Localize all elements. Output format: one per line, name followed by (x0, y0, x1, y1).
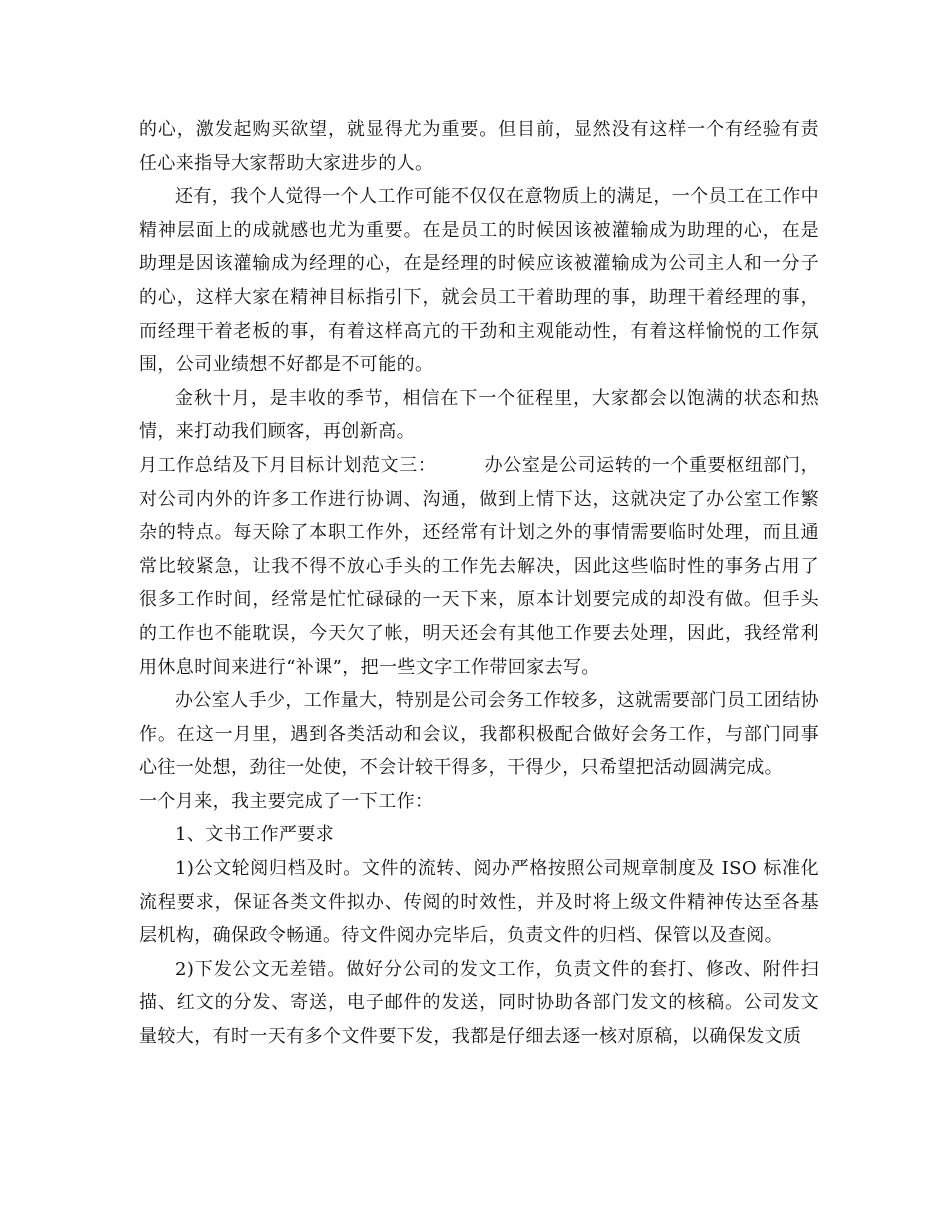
paragraph-6: 一个月来，我主要完成了一下工作： (139, 790, 434, 812)
paragraph-9: 2)下发公文无差错。做好分公司的发文工作，负责文件的套打、修改、附件扫描、红文的分发、寄送，电子邮件的发送，同时协助各部门发文的核稿。公司发文量较大，有时一天有多个文件要下发，我都是仔细去逐一核对原稿，以确保发文质 (139, 958, 819, 1048)
paragraph-4 (139, 449, 819, 684)
paragraph-2: 还有，我个人觉得一个人工作可能不仅仅在意物质上的满足，一个员工在工作中精神层面上的成就感也尤为重要。在是员工的时候因该被灌输成为助理的心，在是助理是因该灌输成为经理的心，在是经理的时候应该被灌输成为公司主人和一分子的心，这样大家在精神目标指引下，就会员工干着助理的事，助理干着经理的事，而经理干着老板的事，有着这样高亢的干劲和主观能动性，有着这样愉悦的工作氛围，公司业绩想不好都是不可能的。 (139, 186, 819, 376)
paragraph-1: 的心，激发起购买欲望，就显得尤为重要。但目前，显然没有这样一个有经验有责任心来指导大家帮助大家进步的人。 (139, 119, 819, 174)
paragraph-7: 1、文书工作严要求 (175, 824, 335, 846)
paragraph-4-text: 办公室是公司运转的一个重要枢纽部门，对公司内外的许多工作进行协调、沟通，做到上情下达，这就决定了办公室工作繁杂的特点。每天除了本职工作外，还经常有计划之外的事情需要临时处理，而且通常比较紧急，让我不得不放心手头的工作先去解决，因此这些临时性的事务占用了很多工作时间，经常是忙忙碌碌的一天下来，原本计划要完成的却没有做。但手头的工作也不能耽误，今天欠了帐，明天还会有其他工作要去处理，因此，我经常利用休息时间来进行“补课”，把一些文字工作带回家去写。 (139, 454, 819, 678)
document-body (139, 113, 819, 1054)
paragraph-3: 金秋十月，是丰收的季节，相信在下一个征程里，大家都会以饱满的状态和热情，来打动我们顾客，再创新高。 (139, 387, 819, 443)
section-heading: 月工作总结及下月目标计划范文三： (139, 454, 437, 476)
paragraph-8: 1)公文轮阅归档及时。文件的流转、阅办严格按照公司规章制度及 ISO 标准化流程要求，保证各类文件拟办、传阅的时效性，并及时将上级文件精神传达至各基层机构，确保政令畅通。待文件阅办完毕后，负责文件的归档、保管以及查阅。 (139, 858, 819, 947)
paragraph-5: 办公室人手少，工作量大，特别是公司会务工作较多，这就需要部门员工团结协作。在这一月里，遇到各类活动和会议，我都积极配合做好会务工作，与部门同事心往一处想，劲往一处使，不会计较干得多，干得少，只希望把活动圆满完成。 (139, 690, 819, 779)
